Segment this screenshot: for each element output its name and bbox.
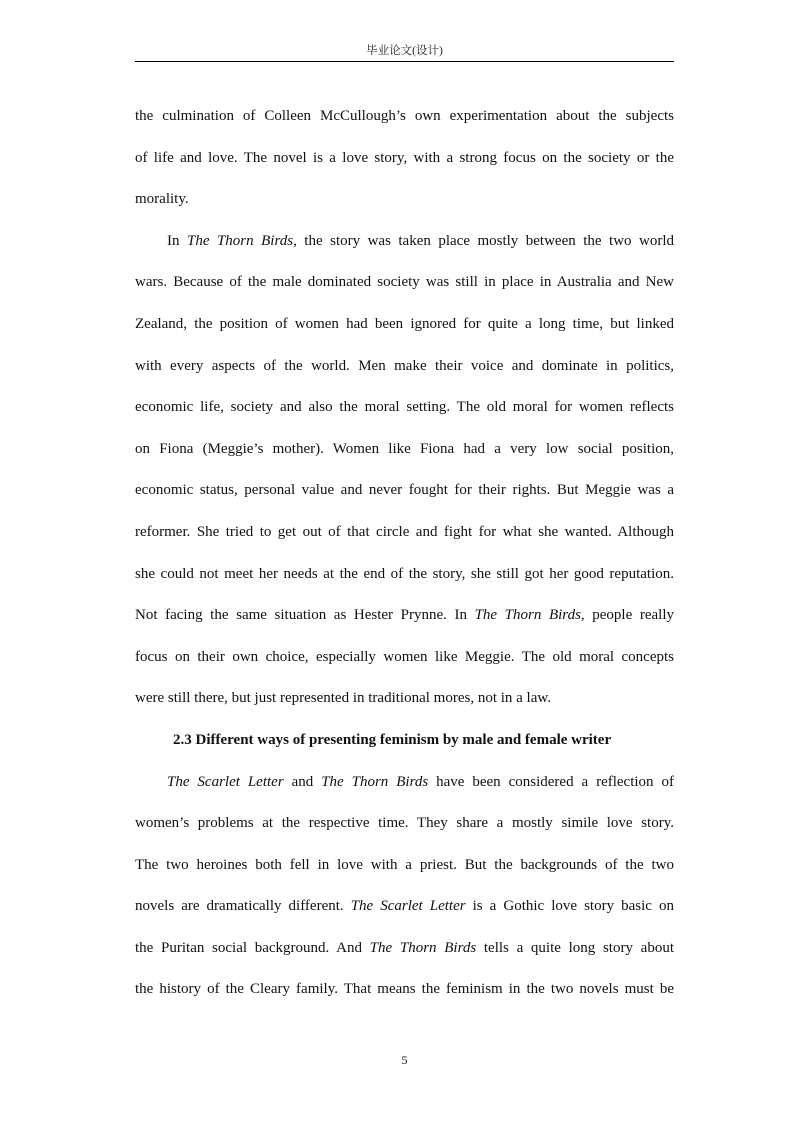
text-line: were still there, but just represented in traditional mores, not in a law.	[135, 690, 551, 707]
page-number: 5	[401, 1053, 408, 1067]
text-line: novels are dramatically different. The Scarlet Letter is a Gothic love story basic on	[135, 898, 674, 915]
text-line: the history of the Cleary family. That means the feminism in the two novels must be	[135, 981, 674, 998]
text-line: the culmination of Colleen McCullough’s own experimentation about the subjects	[135, 108, 674, 124]
text-line: morality.	[135, 191, 189, 208]
text-line: of life and love. The novel is a love story, with a strong focus on the society or the	[135, 149, 674, 166]
text-line: The two heroines both fell in love with a priest. But the backgrounds of the two	[135, 856, 674, 873]
text-line: Not facing the same situation as Hester Prynne. In The Thorn Birds, people really	[135, 607, 674, 624]
text-line: the Puritan social background. And The Thorn Birds tells a quite long story about	[135, 939, 674, 956]
text-line: focus on their own choice, especially women like Meggie. The old moral concepts	[135, 648, 674, 665]
text-line: women’s problems at the respective time. They share a mostly simile love story.	[135, 815, 674, 832]
text-line: she could not meet her needs at the end of the story, she still got her good reputation.	[135, 565, 674, 582]
header-divider	[135, 61, 674, 62]
text-line: economic life, society and also the moral setting. The old moral for women reflects	[135, 399, 674, 416]
section-heading: 2.3 Different ways of presenting feminism by male and female writer	[173, 731, 612, 748]
text-line: on Fiona (Meggie’s mother). Women like Fiona had a very low social position,	[135, 440, 674, 457]
book-title: The Scarlet Letter	[350, 898, 466, 915]
text-line: reformer. She tried to get out of that circle and fight for what she wanted. Although	[135, 523, 674, 540]
text-line: The Scarlet Letter and The Thorn Birds have been considered a reflection of	[167, 773, 674, 790]
text-line: wars. Because of the male dominated society was still in place in Australia and New	[135, 274, 674, 291]
book-title: The Thorn Birds	[321, 773, 429, 790]
text-line: economic status, personal value and never fought for their rights. But Meggie was a	[135, 482, 674, 499]
body-text	[135, 96, 674, 1011]
book-title: The Thorn Birds	[474, 607, 581, 624]
book-title: The Thorn Birds	[186, 232, 294, 249]
text-line: In The Thorn Birds, the story was taken place mostly between the two world	[167, 232, 674, 249]
text-line: Zealand, the position of women had been ignored for quite a long time, but linked	[135, 315, 674, 332]
book-title: The Scarlet Letter	[167, 773, 284, 790]
page-header: 毕业论文(设计)	[366, 45, 443, 57]
text-line: with every aspects of the world. Men make their voice and dominate in politics,	[135, 357, 674, 374]
book-title: The Thorn Birds	[369, 939, 477, 956]
